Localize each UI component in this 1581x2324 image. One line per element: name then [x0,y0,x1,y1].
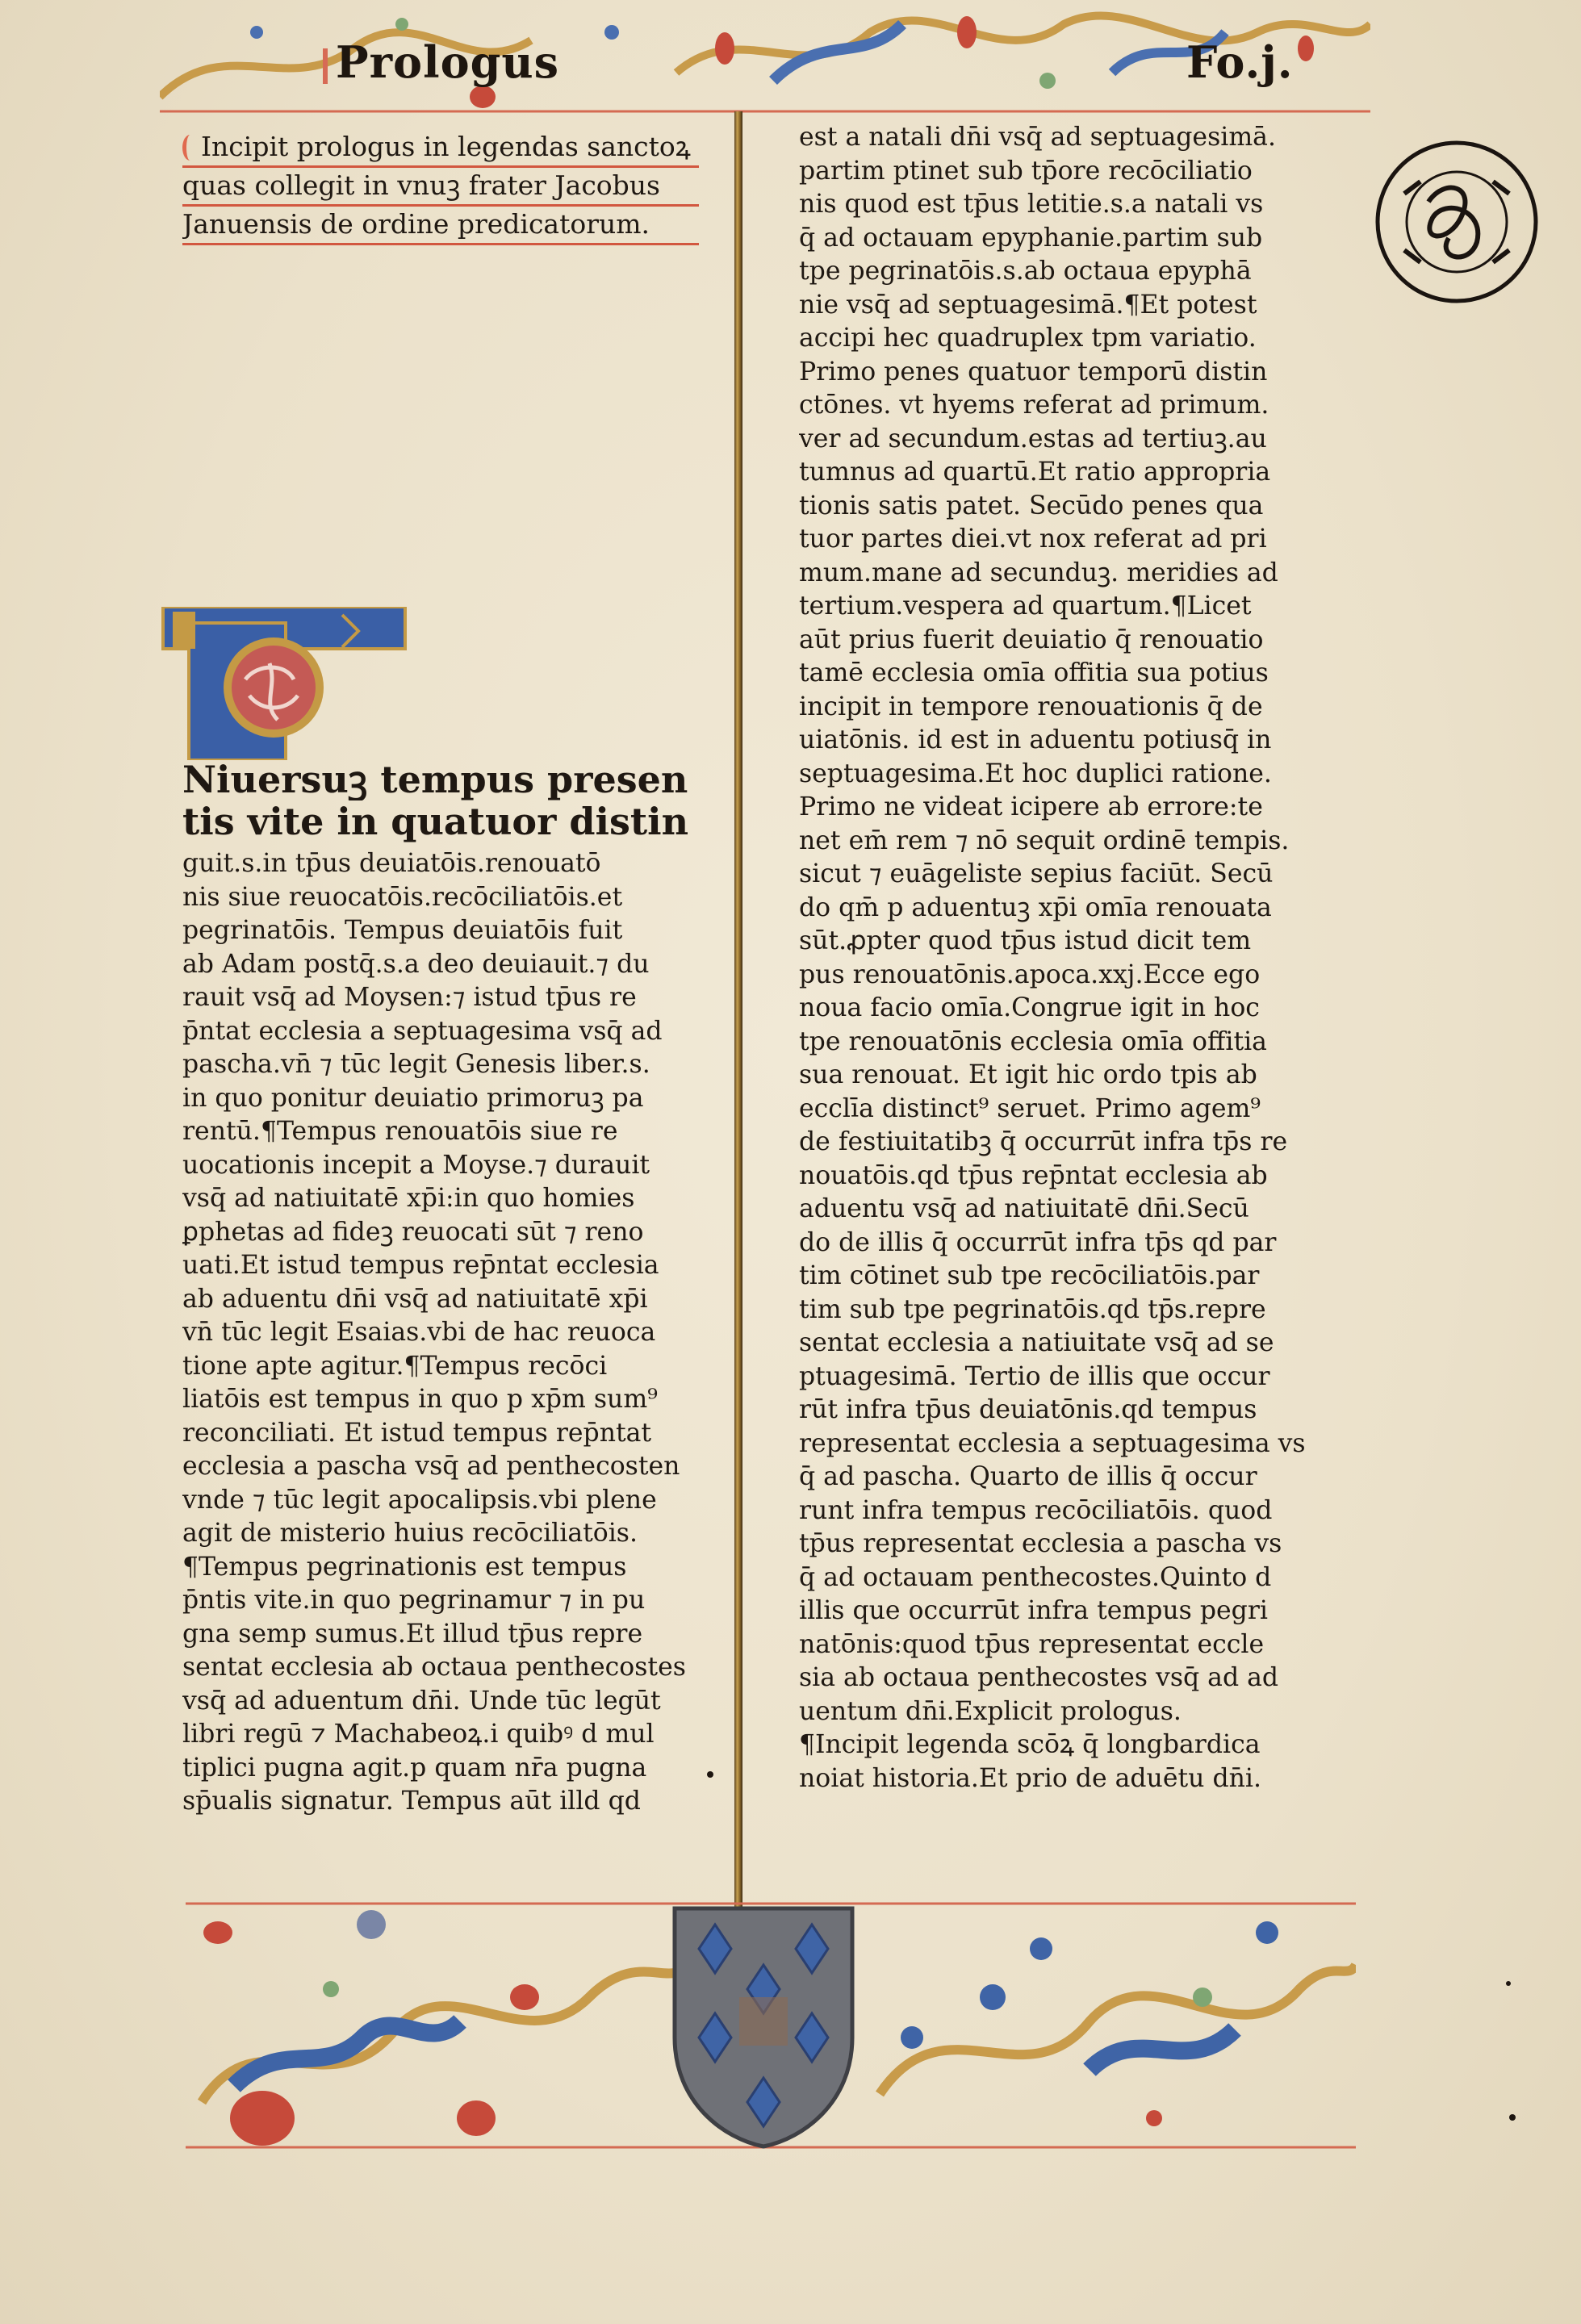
text-line: tuor partes diei.vt nox referat ad pri [799,525,1267,554]
opening-lines [182,759,699,842]
text-line: representat ecclesia a septuagesima vs [799,1428,1306,1458]
text-line: incipit in tempore renouationis q̄ de [799,692,1263,721]
text-line: Primo penes quatuor temporū distin [799,357,1268,387]
text-line: pascha.vn̄ ⁊ tūc legit Genesis liber.s. [182,1050,650,1079]
incipit-line: quas collegit in vnuꝫ frater Jacobus [182,168,699,207]
text-line: rentū.¶Tempus renouatōis siue re [182,1117,618,1146]
text-line: natōnis:quod tp̄us representat eccle [799,1629,1265,1659]
text-line: ¶Tempus pegrinationis est tempus [182,1552,627,1582]
incipit-line: Januensis de ordine predicatorum. [182,207,699,245]
text-line: do de illis q̄ occurrūt infra tp̄s qd par [799,1227,1277,1257]
text-line: vsq̄ ad aduentum dn̄i. Unde tūc legūt [182,1686,661,1716]
folio-number: Fo.j. [1186,36,1294,88]
text-line: sūt.ꝓpter quod tp̄us istud dicit tem [799,926,1252,955]
text-line: tumnus ad quartū.Et ratio appropria [799,458,1271,487]
text-line: reconciliati. Et istud tempus rep̄ntat [182,1418,652,1448]
text-line: agit de misterio huius recōciliatōis. [182,1519,638,1548]
text-line: illis que occurrūt infra tempus pegri [799,1596,1268,1625]
text-line: rauit vsq̄ ad Moysen:⁊ istud tp̄us re [182,983,637,1012]
text-line: ¶Incipit legenda scōꝝ q̄ longbardica [799,1730,1261,1759]
text-line: noua facio omīa.Congrue igit in hoc [799,993,1260,1022]
text-line: noiat historia.Et prio de aduētu dn̄i. [799,1763,1261,1793]
text-line: vnde ⁊ tūc legit apocalipsis.vbi plene [182,1485,657,1515]
incipit-heading [182,129,699,245]
text-line: tp̄us representat ecclesia a pascha vs [799,1529,1282,1558]
text-line: ver ad secundum.estas ad tertiuꝫ.au [799,424,1267,454]
text-line: tione apte agitur.¶Tempus recōci [182,1351,608,1381]
text-line: sp̄ualis signatur. Tempus aūt illd qd [182,1787,641,1816]
text-line: uati.Et istud tempus rep̄ntat ecclesia [182,1251,659,1280]
text-line: tpe pegrinatōis.s.ab octaua epyphā [799,257,1252,286]
text-line: in quo ponitur deuiatio primoruꝫ pa [182,1083,644,1113]
text-line: uocationis incepit a Moyse.⁊ durauit [182,1150,650,1180]
library-stamp-icon [1372,137,1541,307]
text-line: tim sub tpe pegrinatōis.qd tp̄s.repre [799,1294,1266,1324]
ink-dot [707,1771,713,1778]
text-line: pegrinatōis. Tempus deuiatōis fuit [182,916,623,945]
text-line: est a natali dn̄i vsq̄ ad septuagesimā. [799,123,1276,152]
text-line: mum.mane ad secunduꝫ. meridies ad [799,558,1278,587]
text-line: net em̄ rem ⁊ nō sequit ordinē tempis. [799,826,1290,855]
text-line: tiplici pugna agit.p quam nr̄a pugna [182,1753,647,1783]
text-line: runt infra tempus recōciliatōis. quod [799,1495,1273,1525]
text-line: tpe renouatōnis ecclesia omīa offitia [799,1026,1267,1056]
text-line: tim cōtinet sub tpe recōciliatōis.par [799,1261,1260,1290]
text-line: Primo ne videat icipere ab errore:te [799,792,1263,821]
text-line: vn̄ tūc legit Esaias.vbi de hac reuoca [182,1318,656,1347]
text-line: sua renouat. Et igit hic ordo tpis ab [799,1060,1257,1089]
gilded-column-rule [734,111,742,1907]
running-title: Prologus [323,36,559,88]
lead-line: Niuersuꝫ tempus presen [182,759,688,800]
text-line: rūt infra tp̄us deuiatōnis.qd tempus [799,1395,1257,1424]
text-line: liatōis est tempus in quo p xp̄m sum⁹ [182,1385,658,1414]
left-text-column [182,847,699,1819]
text-line: pus renouatōnis.apoca.xxj.Ecce ego [799,959,1261,989]
text-line: ꝑphetas ad fideꝫ reuocati sūt ⁊ reno [182,1217,644,1247]
text-line: uiatōnis. id est in aduentu potiusq̄ in [799,725,1272,754]
text-line: ab Adam postq̄.s.a deo deuiauit.⁊ du [182,949,650,979]
text-line: q̄ ad pascha. Quarto de illis q̄ occur [799,1462,1257,1491]
text-line: partim ptinet sub tp̄ore recōciliatio [799,156,1253,186]
coat-of-arms-icon [667,1900,860,2151]
text-line: uentum dn̄i.Explicit prologus. [799,1696,1182,1726]
text-line: libri regū ⁊ Machabeoꝝ.i quibꝰ d mul [182,1720,655,1749]
text-line: nouatōis.qd tp̄us rep̄ntat ecclesia ab [799,1160,1268,1190]
text-line: ptuagesimā. Tertio de illis que occur [799,1361,1270,1391]
text-line: vsq̄ ad natiuitatē xp̄i:in quo homies [182,1184,635,1213]
ink-dot [1506,1981,1511,1986]
text-line: tionis satis patet. Secūdo penes qua [799,491,1264,520]
text-line: tertium.vespera ad quartum.¶Licet [799,591,1252,621]
text-line: ecclīa distinct⁹ seruet. Primo agem⁹ [799,1093,1261,1123]
text-line: ecclesia a pascha vsq̄ ad penthecosten [182,1452,680,1481]
text-line: p̄ntat ecclesia a septuagesima vsq̄ ad [182,1016,663,1046]
text-line: de festiuitatibꝫ q̄ occurrūt infra tp̄s re [799,1127,1288,1156]
text-line: septuagesima.Et hoc duplici ratione. [799,759,1272,788]
text-line: nis siue reuocatōis.recōciliatōis.et [182,882,623,912]
text-line: tamē ecclesia omīa offitia sua potius [799,658,1269,688]
ink-dot [1509,2114,1516,2121]
text-line: q̄ ad octauam penthecostes.Quinto d [799,1562,1272,1592]
lead-line: tis vite in quatuor distin [182,800,689,842]
text-line: aduentu vsq̄ ad natiuitatē dn̄i.Secū [799,1194,1249,1223]
incipit-line: Incipit prologus in legendas sanctoꝝ [182,129,699,168]
text-line: p̄ntis vite.in quo pegrinamur ⁊ in pu [182,1586,646,1615]
text-line: do qm̄ p aduentuꝫ xp̄i omīa renouata [799,892,1272,922]
text-line: aūt prius fuerit deuiatio q̄ renouatio [799,625,1264,654]
text-line: sicut ⁊ euāgeliste sepius faciūt. Secū [799,859,1274,888]
text-line: sia ab octaua penthecostes vsq̄ ad ad [799,1663,1279,1692]
text-line: nie vsq̄ ad septuagesimā.¶Et potest [799,290,1257,320]
text-line: sentat ecclesia ab octaua penthecostes [182,1653,686,1682]
text-line: ctōnes. vt hyems referat ad primum. [799,391,1269,420]
text-line: gna semp sumus.Et illud tp̄us repre [182,1619,643,1649]
text-line: ab aduentu dn̄i vsq̄ ad natiuitatē xp̄i [182,1284,648,1314]
text-line: q̄ ad octauam epyphanie.partim sub [799,223,1263,253]
right-text-column [799,121,1340,1795]
text-line: sentat ecclesia a natiuitate vsq̄ ad se [799,1328,1274,1357]
text-line: accipi hec quadruplex tpm variatio. [799,324,1257,353]
text-line: nis quod est tp̄us letitie.s.a natali vs [799,190,1264,219]
text-line: guit.s.in tp̄us deuiatōis.renouatō [182,849,601,878]
illuminated-initial-icon [157,607,407,760]
